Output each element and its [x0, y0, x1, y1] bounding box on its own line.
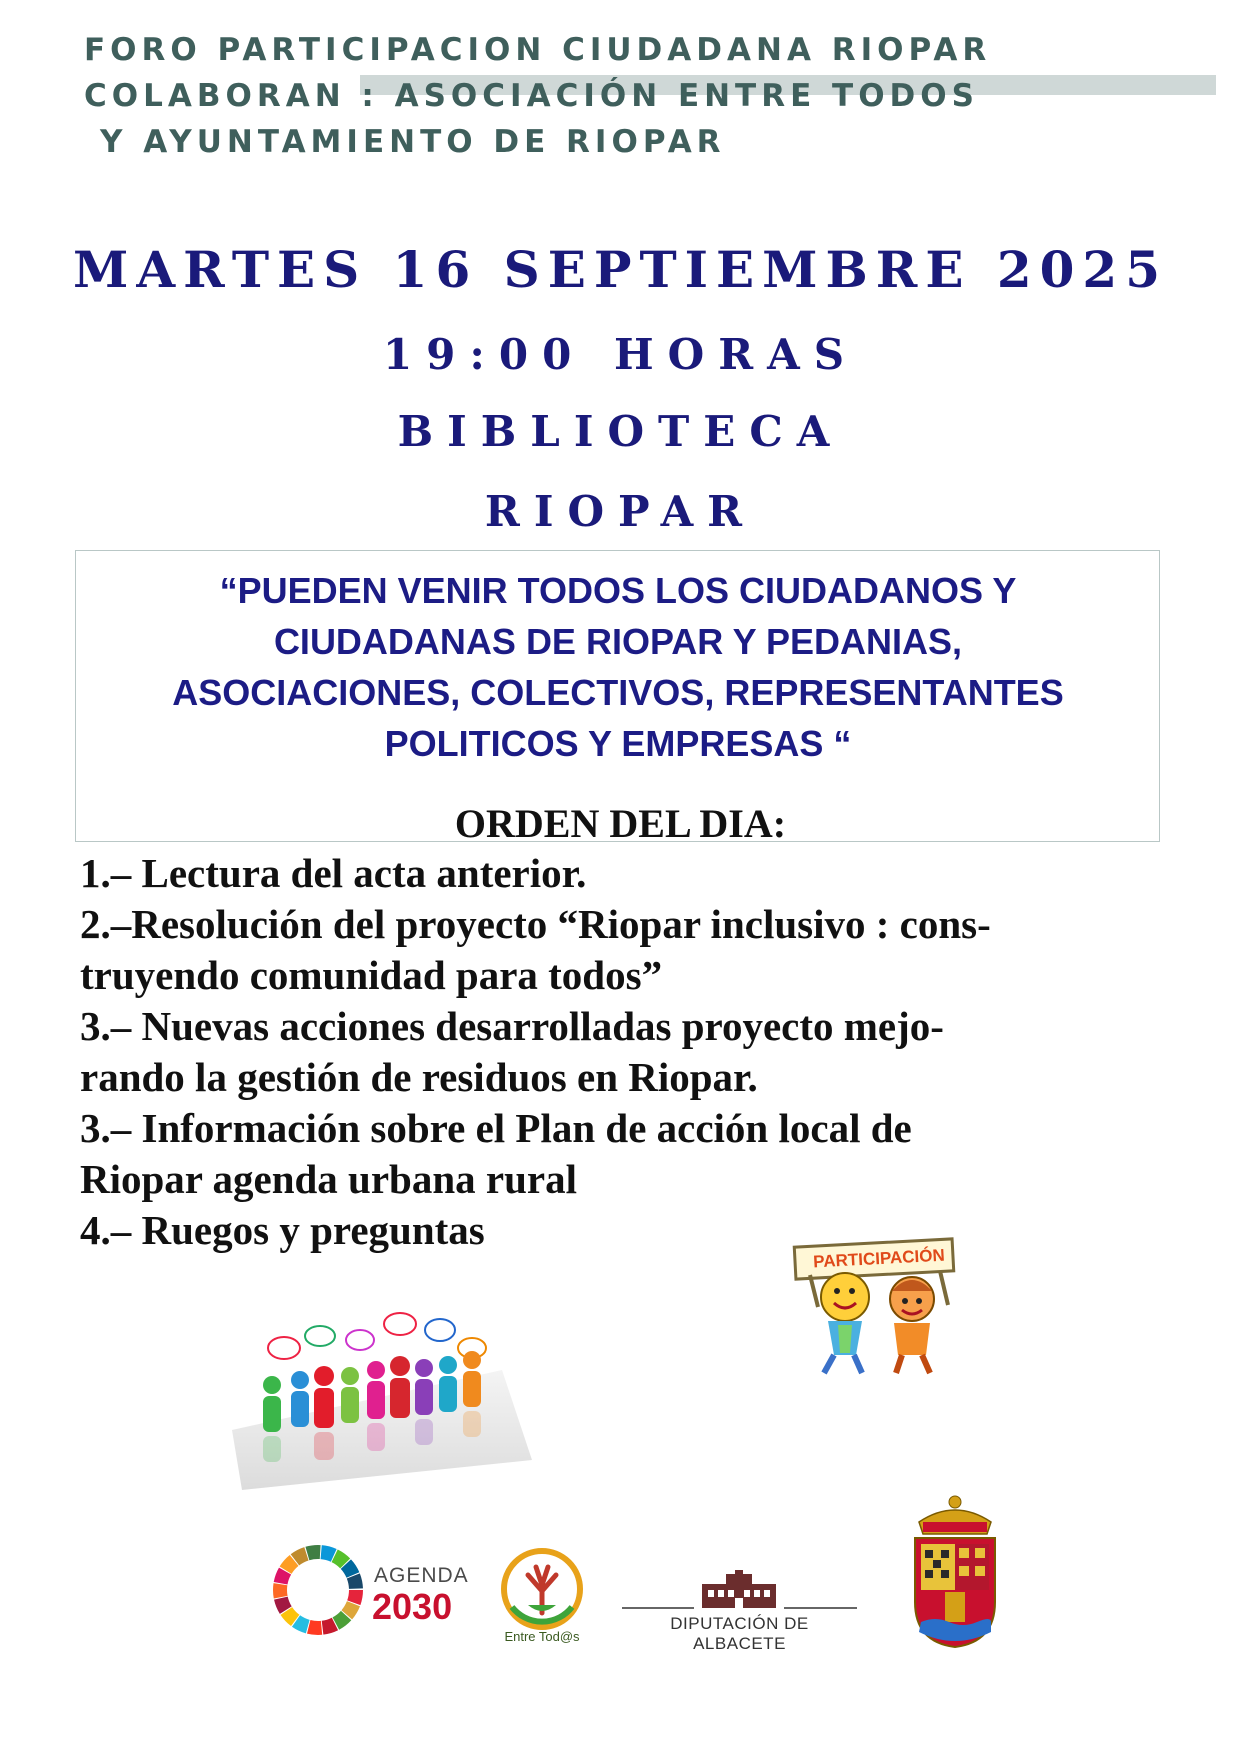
- event-date: MARTES 16 SEPTIEMBRE 2025: [73, 240, 1168, 299]
- event-time: 19:00 HORAS: [382, 330, 859, 379]
- event-place: BIBLIOTECA: [397, 407, 844, 456]
- riopar-coat-of-arms: [905, 1482, 1005, 1650]
- diputacion-logo: [622, 1570, 857, 1653]
- agenda-2030-logo: [268, 1540, 478, 1640]
- participacion-sign-text: PARTICIPACIÓN: [812, 1245, 946, 1272]
- entre-todos-text: Entre Tod@s: [504, 1629, 580, 1644]
- agenda-list: [80, 848, 1210, 1256]
- participacion-illustration: [790, 1235, 980, 1375]
- agenda-line: 3.– Información sobre el Plan de acción local de: [80, 1105, 912, 1151]
- agenda-line: 1.– Lectura del acta anterior.: [80, 850, 587, 896]
- agenda-line: truyendo comunidad para todos”: [80, 952, 663, 998]
- coat-of-arms-icon: [905, 1482, 1005, 1650]
- notice-line: “PUEDEN VENIR TODOS LOS CIUDADANOS Y: [219, 570, 1017, 611]
- entre-todos-logo: [492, 1545, 592, 1650]
- notice-line: CIUDADANAS DE RIOPAR Y PEDANIAS,: [273, 621, 963, 662]
- people-talking-illustration: [232, 1310, 532, 1490]
- event-town: RIOPAR: [484, 487, 757, 536]
- invitation-notice: [88, 565, 1148, 769]
- diputacion-text: DIPUTACIÓN DE ALBACETE: [670, 1614, 809, 1653]
- notice-line: ASOCIACIONES, COLECTIVOS, REPRESENTANTES: [172, 672, 1064, 713]
- agenda-line: 3.– Nuevas acciones desarrolladas proyecto mejo-: [80, 1003, 944, 1049]
- agenda-title: ORDEN DEL DIA:: [454, 801, 787, 846]
- agenda-year: 2030: [372, 1586, 453, 1627]
- header-line-1: FORO PARTICIPACION CIUDADANA RIOPAR: [84, 32, 992, 68]
- agenda-line: 4.– Ruegos y preguntas: [80, 1207, 485, 1253]
- agenda-line: Riopar agenda urbana rural: [80, 1156, 578, 1202]
- building-icon: [622, 1570, 857, 1610]
- header-line-3: Y AYUNTAMIENTO DE RIOPAR: [100, 124, 726, 160]
- header-line-2: COLABORAN : ASOCIACIÓN ENTRE TODOS: [84, 78, 979, 114]
- tree-hands-icon: [492, 1545, 592, 1631]
- sdg-wheel-icon: [268, 1540, 368, 1640]
- agenda-line: 2.–Resolución del proyecto “Riopar inclusivo : cons-: [80, 901, 991, 947]
- agenda-word: AGENDA: [374, 1564, 469, 1587]
- notice-line: POLITICOS Y EMPRESAS “: [384, 723, 852, 764]
- agenda-line: rando la gestión de residuos en Riopar.: [80, 1054, 758, 1100]
